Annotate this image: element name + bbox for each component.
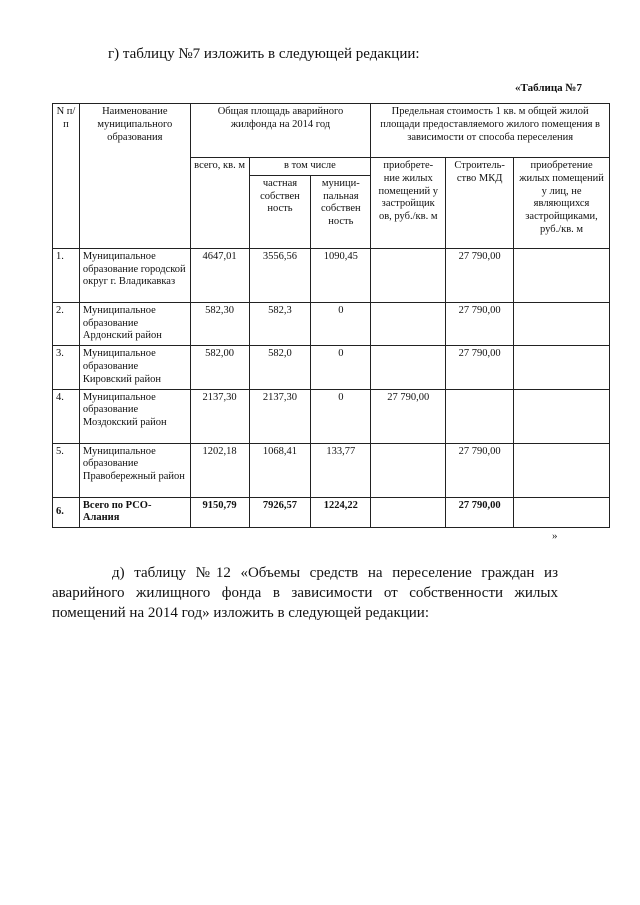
row-total: 1202,18 [190,443,249,497]
header-purchase-other: приобретение жилых помещений у лиц, не являющихся застройщиками, руб./кв. м [514,158,610,249]
header-total: всего, кв. м [190,158,249,249]
header-incl: в том числе [249,158,371,176]
row-municipal: 133,77 [311,443,371,497]
row-construction: 27 790,00 [446,302,514,345]
row-municipal: 0 [311,302,371,345]
table-row [53,389,610,443]
row-private: 1068,41 [249,443,311,497]
row-num: 6. [53,497,80,528]
closing-quote: » [552,530,558,542]
row-purchase-dev [371,497,446,528]
row-municipal: 0 [311,346,371,389]
paragraph-d: д) таблицу №12 «Объемы средств на переселение граждан из аварийного жилищного фонда в зависимости от собственности жилых помещений на 2014 год» изложить в следующей редакции: [52,565,558,621]
header-row-1 [53,104,610,158]
row-name: Муниципальное образование городской округ г. Владикавказ [79,248,190,302]
row-num: 5. [53,443,80,497]
row-purchase-dev [371,443,446,497]
header-name: Наименование муниципального образования [79,104,190,249]
row-total: 4647,01 [190,248,249,302]
table-caption: «Таблица №7 [515,82,582,94]
table-row [53,346,610,389]
row-purchase-dev: 27 790,00 [371,389,446,443]
resettlement-table [52,103,610,528]
row-name: Муниципальное образование Моздокский район [79,389,190,443]
row-num: 1. [53,248,80,302]
row-private: 3556,56 [249,248,311,302]
row-construction: 27 790,00 [446,346,514,389]
row-total: 2137,30 [190,389,249,443]
row-name: Муниципальное образование Правобережный район [79,443,190,497]
row-name: Муниципальное образование Ардонский район [79,302,190,345]
table-row [53,302,610,345]
row-num: 3. [53,346,80,389]
row-purchase-other [514,443,610,497]
row-private: 7926,57 [249,497,311,528]
row-name: Всего по РСО-Алания [79,497,190,528]
row-purchase-other [514,248,610,302]
intro-text: г) таблицу №7 изложить в следующей редакции: [108,46,420,62]
row-purchase-dev [371,346,446,389]
header-cost: Предельная стоимость 1 кв. м общей жилой площади предоставляемого жилого помещения в зависимости от способа переселения [371,104,610,158]
row-private: 2137,30 [249,389,311,443]
header-area: Общая площадь аварийного жилфонда на 2014 год [190,104,371,158]
row-private: 582,0 [249,346,311,389]
table-row [53,248,610,302]
header-construction: Строитель- ство МКД [446,158,514,249]
row-purchase-other [514,302,610,345]
row-construction: 27 790,00 [446,248,514,302]
table-row [53,443,610,497]
row-num: 4. [53,389,80,443]
header-num: N п/п [53,104,80,249]
row-total: 9150,79 [190,497,249,528]
row-purchase-dev [371,248,446,302]
row-construction: 27 790,00 [446,443,514,497]
header-municipal: муници- пальная собствен ность [311,175,371,248]
header-purchase-dev: приобрете- ние жилых помещений у застройщик ов, руб./кв. м [371,158,446,249]
row-construction [446,389,514,443]
row-municipal: 1224,22 [311,497,371,528]
row-purchase-other [514,389,610,443]
row-purchase-other [514,346,610,389]
row-purchase-other [514,497,610,528]
header-private: частная собствен ность [249,175,311,248]
row-municipal: 0 [311,389,371,443]
row-name: Муниципальное образование Кировский район [79,346,190,389]
row-num: 2. [53,302,80,345]
row-total: 582,00 [190,346,249,389]
row-purchase-dev [371,302,446,345]
row-construction: 27 790,00 [446,497,514,528]
row-municipal: 1090,45 [311,248,371,302]
row-total: 582,30 [190,302,249,345]
table-row-total [53,497,610,528]
row-private: 582,3 [249,302,311,345]
